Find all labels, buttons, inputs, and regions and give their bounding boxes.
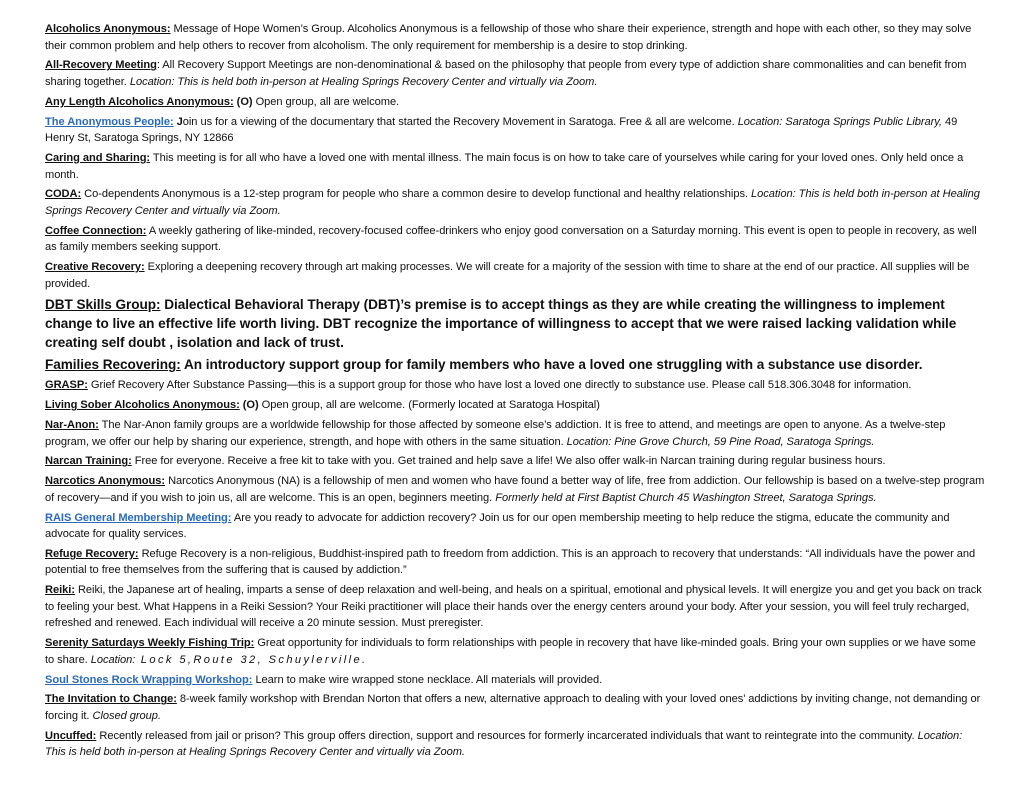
entry-grasp bbox=[45, 377, 985, 394]
entry-location: Closed group. bbox=[92, 709, 161, 722]
entry-text: A weekly gathering of like-minded, recovery-focused coffee-drinkers who enjoy good conversation on a Saturday morning. This event is open to people in recovery, as well as family members seeking support. bbox=[45, 224, 977, 254]
entry-families-recovering bbox=[45, 355, 985, 374]
entry-reiki bbox=[45, 582, 985, 632]
entry-text: Are you ready to advocate for addiction recovery? Join us for our open membership meeting to help reduce the stigma, educate the community and advocate for quality services. bbox=[45, 511, 950, 541]
entry-title: All-Recovery Meeting bbox=[45, 59, 157, 72]
entry-bold-letter: J bbox=[176, 115, 183, 128]
entry-soul-stones bbox=[45, 672, 985, 689]
entry-text: Learn to make wire wrapped stone necklace. All materials will provided. bbox=[252, 673, 603, 686]
entry-refuge-recovery bbox=[45, 546, 985, 579]
entry-title-link[interactable]: RAIS General Membership Meeting: bbox=[45, 511, 232, 524]
entry-title: CODA: bbox=[45, 188, 82, 201]
entry-location: Location: This is held both in-person at Healing Springs Recovery Center and virtually via Zoom. bbox=[45, 188, 980, 217]
entry-anonymous-people bbox=[45, 114, 985, 147]
entry-title: Uncuffed: bbox=[45, 729, 97, 742]
entry-text: Refuge Recovery is a non-religious, Buddhist-inspired path to freedom from addiction. This is an approach to recovery that understands: “All individuals have the power and potential to free themselves from the suffering that is caused by addiction.” bbox=[45, 547, 976, 577]
entry-title: Serenity Saturdays Weekly Fishing Trip: bbox=[45, 637, 255, 650]
entry-rais-general-membership bbox=[45, 510, 985, 543]
entry-text: Recently released from jail or prison? This group offers direction, support and resources for formerly incarcerated individuals that want to reintegrate into the community. bbox=[96, 729, 918, 742]
entry-title: Narcotics Anonymous: bbox=[45, 475, 166, 488]
entry-text: Co-dependents Anonymous is a 12-step program for people who share a common desire to develop functional and healthy relationships. bbox=[81, 188, 752, 201]
entry-narcotics-anonymous bbox=[45, 473, 985, 506]
entry-alcoholics-anonymous bbox=[45, 21, 985, 54]
entry-text: An introductory support group for family members who have a loved one struggling with a substance use disorder. bbox=[180, 357, 923, 373]
entry-text: Exploring a deepening recovery through art making processes. We will create for a majority of the session with time to share at the end of our practice. All supplies will be provided. bbox=[45, 261, 970, 290]
entry-caring-and-sharing bbox=[45, 150, 985, 183]
entry-text: oin us for a viewing of the documentary that started the Recovery Movement in Saratoga. Free & all are welcome. bbox=[182, 115, 738, 128]
entry-living-sober-aa bbox=[45, 397, 985, 414]
entry-creative-recovery bbox=[45, 259, 985, 292]
entry-title: DBT Skills Group: bbox=[45, 297, 161, 313]
entry-any-length-aa bbox=[45, 94, 985, 111]
entry-location: Location: Saratoga Springs Public Library, bbox=[737, 115, 942, 128]
entry-text: 8-week family workshop with Brendan Norton that offers a new, alternative approach to dealing with your loved ones’ addictions by inviting change, not demanding or forcing it. bbox=[45, 693, 981, 722]
entry-dbt-skills-group bbox=[45, 295, 985, 352]
entry-nar-anon bbox=[45, 417, 985, 450]
entry-all-recovery-meeting bbox=[45, 57, 985, 90]
entry-title: Reiki: bbox=[45, 584, 75, 597]
entry-open-tag: (O) bbox=[239, 399, 259, 412]
entry-title: Refuge Recovery: bbox=[45, 547, 139, 560]
entry-text: This meeting is for all who have a loved one with mental illness. The main focus is on how to take care of yourselves while caring for your loved ones. Only held once a month. bbox=[45, 151, 964, 181]
entry-location: Location: This is held both in-person at Healing Springs Recovery Center and virtually via Zoom. bbox=[45, 729, 963, 759]
entry-text: Narcotics Anonymous (NA) is a fellowship of men and women who have found a better way of life, free from addiction. Our fellowship is based on a twelve-step program of recovery—and if you wish to join us, all are welcome. This is an open, beginners meeting. bbox=[45, 475, 985, 504]
entry-title: Narcan Training: bbox=[45, 455, 132, 468]
entry-text: The Nar-Anon family groups are a worldwide fellowship for those affected by someone else’s addiction. It is free to attend, and meetings are open to anyone. As a twelve-step program, we offer our help by sharing our experience, strength, and hope with others in the same situation. bbox=[45, 418, 946, 448]
entry-location: Location: bbox=[90, 653, 136, 666]
entry-title-link[interactable]: Soul Stones Rock Wrapping Workshop: bbox=[45, 673, 253, 686]
entry-title: Nar-Anon: bbox=[45, 418, 99, 431]
entry-invitation-to-change bbox=[45, 691, 985, 724]
entry-title: The Invitation to Change: bbox=[45, 693, 177, 706]
entry-title: Living Sober Alcoholics Anonymous: bbox=[45, 399, 240, 412]
entry-text: : All Recovery Support Meetings are non-denominational & based on the philosophy that people from every type of addiction share commonalities and can benefit from sharing together. bbox=[45, 59, 967, 88]
entry-location: Formerly held at First Baptist Church 45 Washington Street, Saratoga Springs. bbox=[495, 491, 877, 504]
entry-title: Alcoholics Anonymous: bbox=[45, 23, 171, 35]
entry-coda bbox=[45, 186, 985, 219]
entry-title: Creative Recovery: bbox=[45, 261, 145, 274]
entry-text: Grief Recovery After Substance Passing—this is a support group for those who have lost a loved one directly to substance use. Please call 518.306.3048 for information. bbox=[87, 379, 912, 392]
entry-title: Caring and Sharing: bbox=[45, 151, 151, 164]
entry-location-tail: 49 Henry St, Saratoga Springs, NY 12866 bbox=[45, 115, 958, 145]
entry-narcan-training bbox=[45, 453, 985, 470]
entry-serenity-saturdays bbox=[45, 635, 985, 668]
entry-title: Coffee Connection: bbox=[45, 224, 147, 237]
meetings-document bbox=[45, 21, 985, 764]
entry-uncuffed bbox=[45, 728, 985, 761]
entry-title: Any Length Alcoholics Anonymous: bbox=[45, 95, 234, 108]
entry-text: Free for everyone. Receive a free kit to take with you. Get trained and help save a life! We also offer walk-in Narcan training during regular business hours. bbox=[131, 455, 886, 468]
entry-text: Reiki, the Japanese art of healing, imparts a sense of deep relaxation and well-being, and heals on a spiritual, emotional and physical levels. It will energize you and get you back on track to feeling your best. What Happens in a Reiki Session? Your Reiki practitioner will place their hands over the energy centers around your body. After your session, you will feel truly recharged, refreshed and renewed. Each individual will receive a 20 minute session. Must preregister. bbox=[45, 584, 982, 630]
entry-location: Location: Pine Grove Church, 59 Pine Road, Saratoga Springs. bbox=[566, 435, 875, 448]
entry-title: GRASP: bbox=[45, 379, 88, 392]
entry-text: Open group, all are welcome. (Formerly located at Saratoga Hospital) bbox=[258, 399, 600, 412]
entry-text: Dialectical Behavioral Therapy (DBT)’s premise is to accept things as they are while creating the willingness to implement change to live an effective life worth living. DBT recognize the importance of willingness to accept that we were raised lacking validation while creating self doubt , isolation and lack of trust. bbox=[45, 297, 957, 351]
entry-coffee-connection bbox=[45, 223, 985, 256]
entry-open-tag: (O) bbox=[233, 95, 253, 108]
entry-title-link[interactable]: The Anonymous People: bbox=[45, 115, 174, 128]
entry-location: Location: This is held both in-person at Healing Springs Recovery Center and virtually via Zoom. bbox=[129, 75, 598, 88]
entry-text: Great opportunity for individuals to form relationships with people in recovery that have like-minded goals. Bring your own supplies or we have some to share. bbox=[45, 637, 976, 666]
entry-text: Open group, all are welcome. bbox=[252, 95, 400, 108]
entry-text: Message of Hope Women’s Group. Alcoholics Anonymous is a fellowship of those who share their experience, strength and hope with each other, so they may solve their common problem and help others to recover from alcoholism. The only requirement for membership is a desire to stop drinking. bbox=[45, 23, 972, 52]
entry-title: Families Recovering: bbox=[45, 357, 181, 373]
entry-location-tail: Lock 5,Route 32, Schuylerville. bbox=[135, 653, 368, 666]
